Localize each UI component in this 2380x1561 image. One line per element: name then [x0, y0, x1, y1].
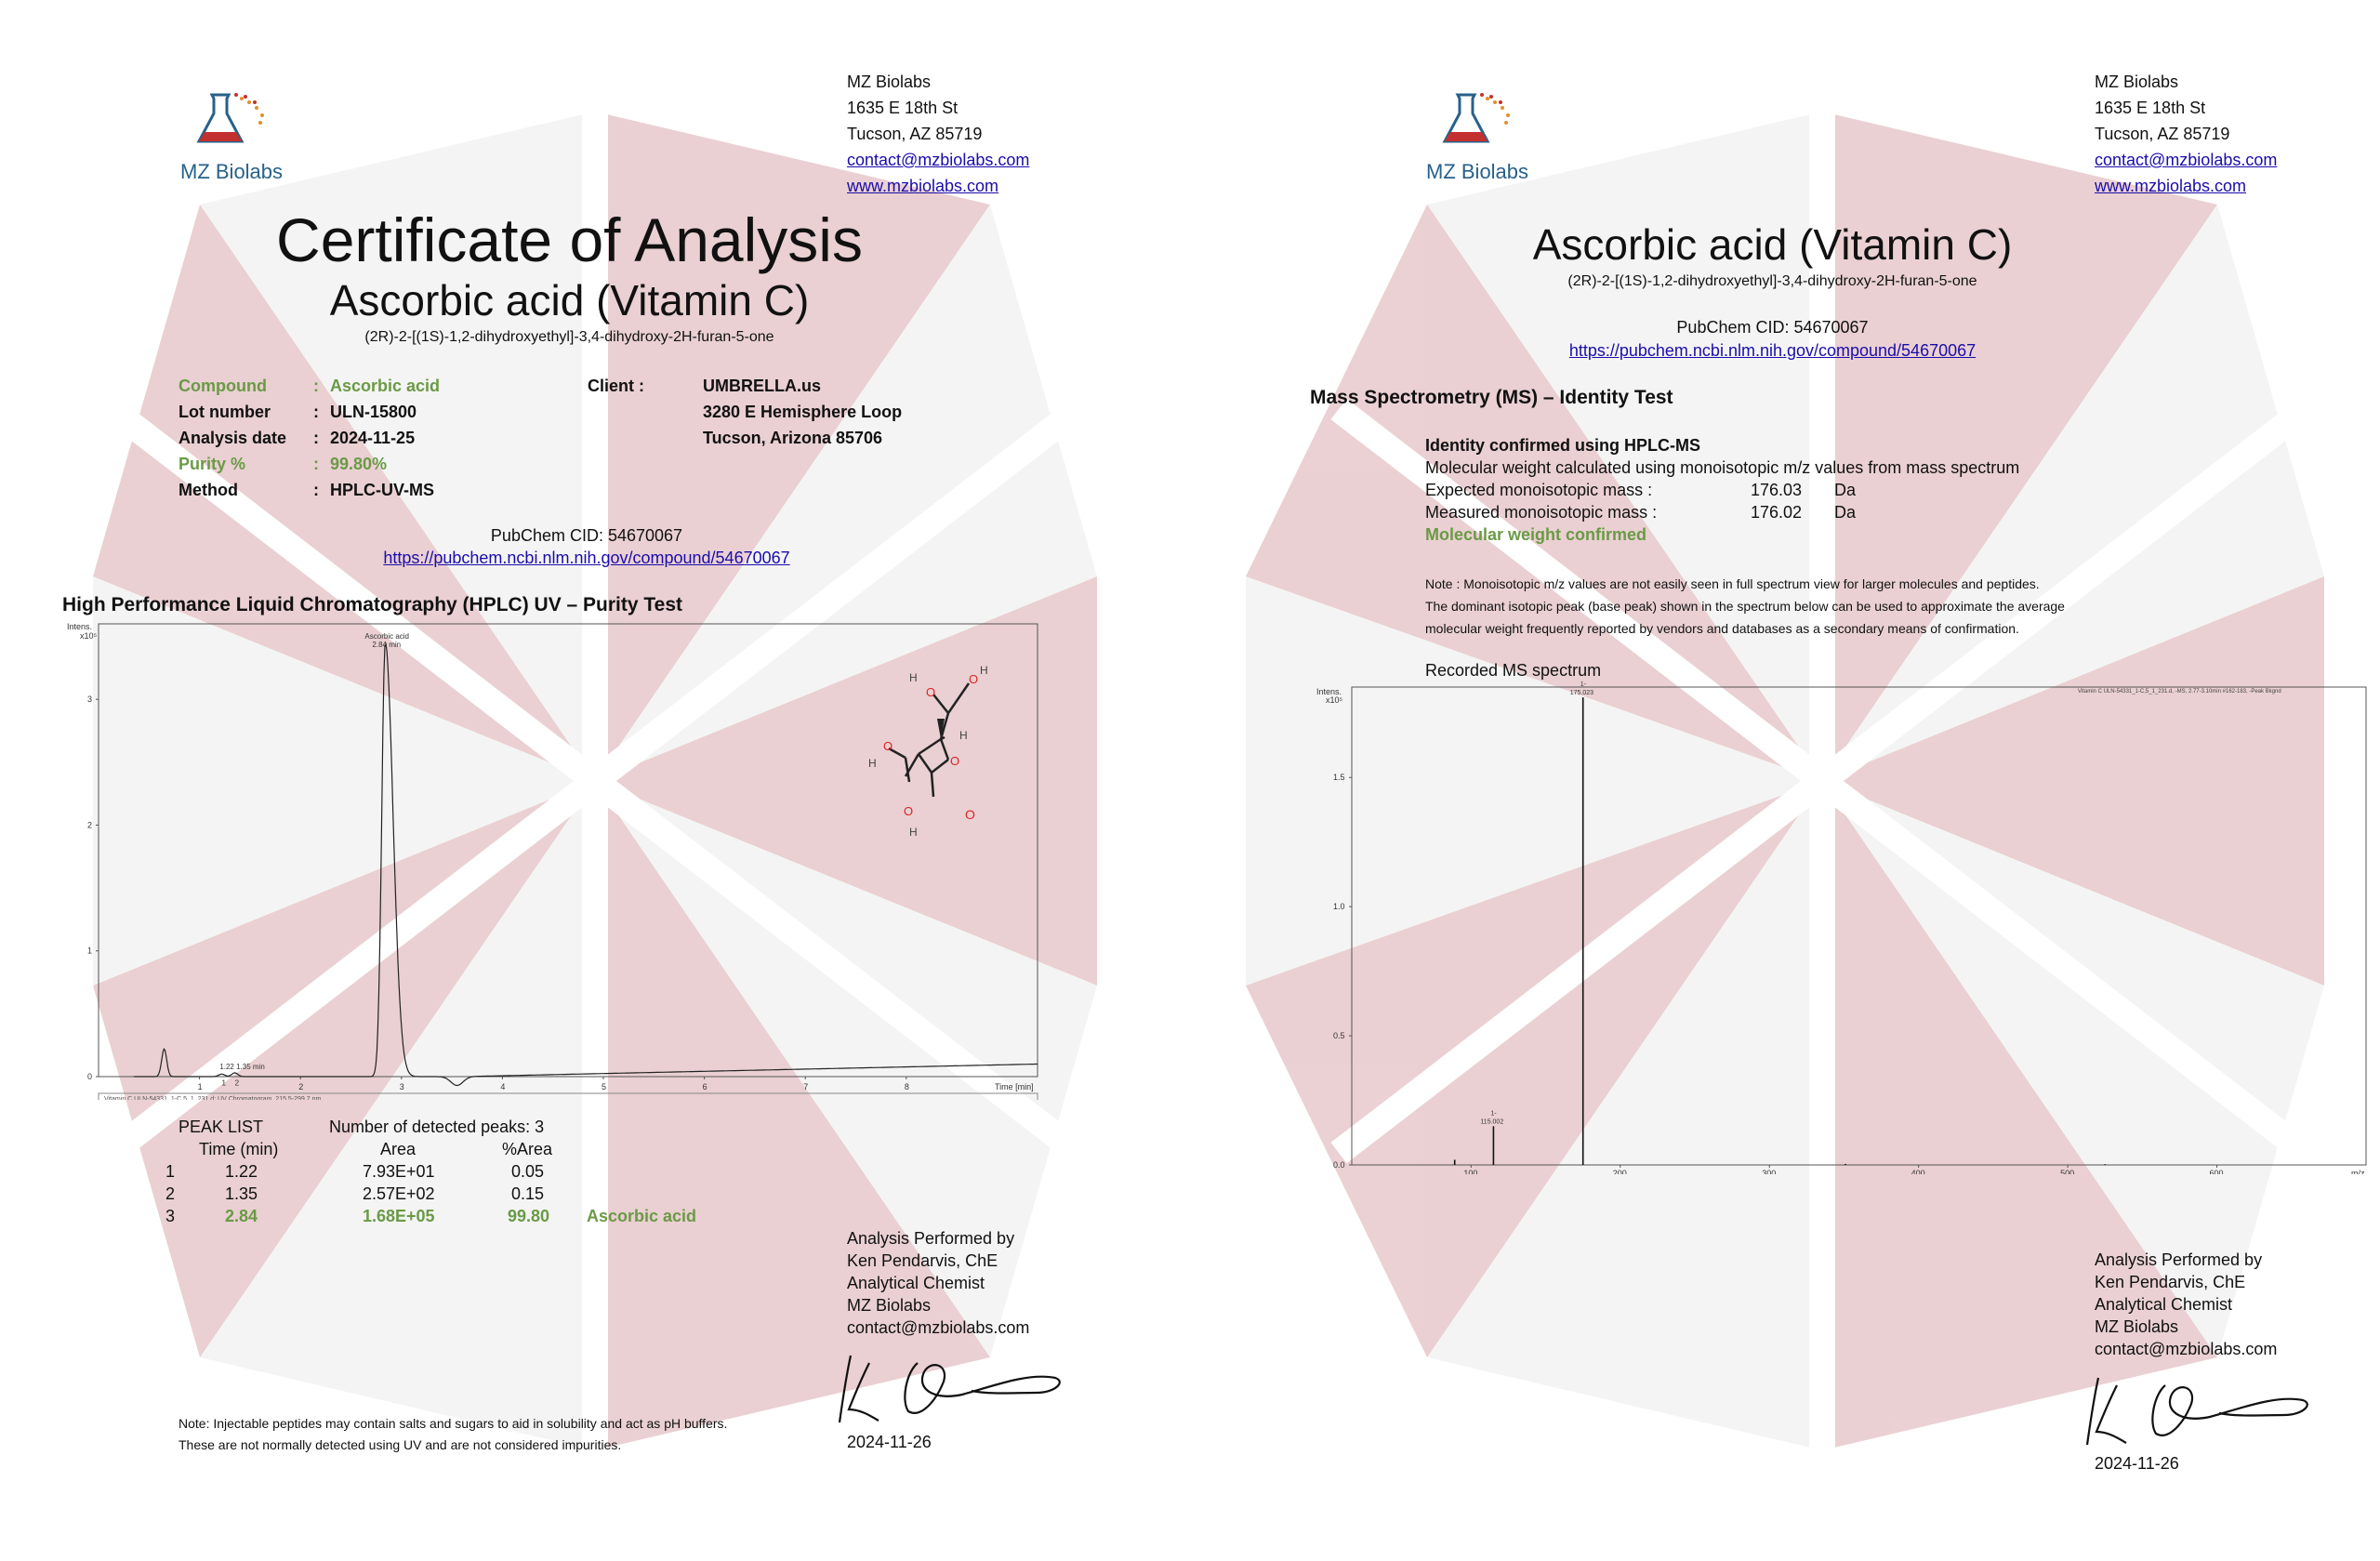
company-address — [847, 69, 1029, 199]
company-city: Tucson, AZ 85719 — [2095, 125, 2230, 143]
x-axis-label: Time [min] — [995, 1082, 1034, 1091]
svg-text:H: H — [909, 826, 918, 839]
logo-text: MZ Biolabs — [1426, 160, 1529, 183]
company-street: 1635 E 18th St — [847, 99, 959, 117]
client-name: UMBRELLA.us — [703, 377, 821, 395]
peak-number-label: 1 — [221, 1078, 226, 1088]
analyst-company: MZ Biolabs — [2095, 1317, 2179, 1336]
y-axis-label: Intens. — [1316, 687, 1342, 696]
svg-text:O: O — [969, 672, 979, 686]
signature-image — [2080, 1367, 2321, 1450]
hplc-heading: High Performance Liquid Chromatography (HPLC) UV – Purity Test — [62, 594, 683, 615]
logo-text: MZ Biolabs — [180, 160, 284, 183]
y-tick-label: 3 — [87, 695, 93, 705]
svg-text:H: H — [959, 729, 968, 742]
field-lot-number: Lot number : ULN-15800 — [178, 403, 417, 421]
ms-note — [1425, 573, 2065, 640]
svg-text:H: H — [909, 671, 918, 684]
peak-label-index: 1- — [1490, 1110, 1497, 1118]
analyst-line-1: Analysis Performed by — [2095, 1250, 2263, 1269]
y-axis-multiplier: x10⁵ — [1326, 695, 1343, 705]
measured-mass-row: Measured monoisotopic mass : 176.02 Da — [1425, 503, 1857, 522]
peak-list-title: PEAK LIST — [178, 1118, 264, 1136]
company-website-link[interactable]: www.mzbiolabs.com — [847, 177, 999, 195]
y-axis-label: Intens. — [67, 622, 93, 631]
company-email-link[interactable]: contact@mzbiolabs.com — [847, 151, 1030, 169]
x-tick-label: 500 — [2060, 1169, 2075, 1174]
expected-mass-row: Expected monoisotopic mass : 176.03 Da — [1425, 481, 1857, 499]
x-tick-label: 7 — [803, 1082, 809, 1091]
company-logo — [180, 86, 292, 151]
page-title: Certificate of Analysis — [276, 205, 863, 274]
identity-confirmed: Identity confirmed using HPLC-MS — [1425, 436, 1701, 455]
col-header-area: Area — [380, 1140, 416, 1158]
pubchem-link[interactable]: https://pubchem.ncbi.nlm.nih.gov/compound/54670067 — [383, 549, 790, 567]
table-row: 3 2.84 1.68E+05 99.80 Ascorbic acid — [165, 1207, 697, 1225]
analyst-company: MZ Biolabs — [847, 1296, 932, 1315]
ms-note-line-2: The dominant isotopic peak (base peak) shown in the spectrum below can be used to approximate the average — [1425, 599, 2065, 614]
x-tick-label: 600 — [2209, 1169, 2224, 1174]
col-header-time: Time (min) — [199, 1140, 279, 1158]
analyst-block — [2095, 1249, 2277, 1360]
x-tick-label: 5 — [602, 1082, 607, 1091]
y-axis-multiplier: x10⁵ — [80, 631, 98, 641]
table-row: 1 1.22 7.93E+01 0.05 — [165, 1162, 545, 1181]
spectrum-header: Vitamin C ULN-54331_1-C,5_1_231.d, -MS, 2.77-3.10min #162-183, -Peak Bkgnd — [2078, 689, 2281, 695]
x-tick-label: 3 — [399, 1082, 404, 1091]
pubchem-cid: PubChem CID: 54670067 — [1676, 318, 1869, 337]
x-tick-label: 1 — [197, 1082, 203, 1091]
iupac-name: (2R)-2-[(1S)-1,2-dihydroxyethyl]-3,4-dihydroxy-2H-furan-5-one — [1567, 273, 1977, 289]
analyst-name: Ken Pendarvis, ChE — [2095, 1273, 2246, 1291]
flask-logo-icon — [1426, 86, 1538, 151]
client-street: 3280 E Hemisphere Loop — [703, 403, 903, 421]
company-name: MZ Biolabs — [847, 73, 932, 91]
analyst-role: Analytical Chemist — [2095, 1295, 2233, 1314]
svg-text:H: H — [868, 757, 877, 770]
svg-text:O: O — [950, 754, 960, 768]
analysis-fields — [178, 373, 440, 503]
ms-note-line-1: Note : Monoisotopic m/z values are not easily seen in full spectrum view for larger molecules and peptides. — [1425, 576, 2040, 591]
y-tick-label: 2 — [87, 820, 93, 830]
field-compound: Compound : Ascorbic acid — [178, 377, 441, 395]
ms-chart-svg — [1311, 681, 2371, 1174]
identity-block — [1425, 434, 2169, 546]
x-tick-label: 2 — [298, 1082, 304, 1091]
y-tick-label: 0.5 — [1333, 1031, 1345, 1041]
x-axis-label: m/z — [2351, 1169, 2365, 1174]
svg-text:O: O — [904, 804, 914, 818]
company-logo — [1426, 86, 1538, 151]
table-row: 2 1.35 2.57E+02 0.15 — [165, 1184, 545, 1203]
legend-text: Vitamin C ULN-54331_1-C,5_1_231.d: UV Chromatogram, 215.5-299.7 nm — [104, 1096, 322, 1100]
peak-number-label: 2 — [234, 1078, 240, 1088]
x-tick-label: 300 — [1762, 1169, 1777, 1174]
plot-frame — [1352, 687, 2366, 1165]
peak-count: Number of detected peaks: 3 — [329, 1118, 545, 1136]
mw-confirmed: Molecular weight confirmed — [1425, 525, 1647, 544]
y-tick-label: 1.0 — [1333, 902, 1345, 912]
minor-peak-annotation: 1.22 1.35 min — [219, 1062, 265, 1071]
x-tick-label: 8 — [904, 1082, 909, 1091]
pubchem-link[interactable]: https://pubchem.ncbi.nlm.nih.gov/compound/54670067 — [1568, 341, 1977, 360]
y-tick-label: 1 — [87, 946, 93, 956]
x-tick-label: 100 — [1463, 1169, 1478, 1174]
note-line-1: Note: Injectable peptides may contain salts and sugars to aid in solubility and act as pH buffers. — [178, 1416, 728, 1431]
x-tick-label: 200 — [1612, 1169, 1627, 1174]
analyst-email: contact@mzbiolabs.com — [847, 1318, 1030, 1337]
col-header-pct: %Area — [502, 1140, 553, 1158]
svg-text:O: O — [883, 739, 893, 753]
ms-note-line-3: molecular weight frequently reported by vendors and databases as a secondary means of confirmation. — [1425, 621, 2019, 636]
y-tick-label: 1.5 — [1333, 773, 1345, 783]
company-city: Tucson, AZ 85719 — [847, 125, 983, 143]
peak-annotation-name: Ascorbic acid — [364, 632, 410, 641]
x-tick-label: 400 — [1911, 1169, 1925, 1174]
field-analysis-date: Analysis date : 2024-11-25 — [178, 429, 416, 447]
company-address — [2095, 69, 2277, 199]
analyst-role: Analytical Chemist — [847, 1274, 985, 1292]
ms-heading: Mass Spectrometry (MS) – Identity Test — [1310, 387, 1673, 408]
y-tick-label: 0.0 — [1333, 1160, 1345, 1170]
company-website-link[interactable]: www.mzbiolabs.com — [2095, 177, 2247, 195]
y-tick-label: 0 — [87, 1072, 93, 1081]
field-purity: Purity % : 99.80% — [178, 455, 388, 473]
ms-chart — [1311, 681, 2371, 1174]
peak-label: 115.002 — [1480, 1118, 1504, 1126]
note-line-2: These are not normally detected using UV and are not considered impurities. — [178, 1437, 622, 1452]
company-name: MZ Biolabs — [2095, 73, 2179, 91]
analyst-email: contact@mzbiolabs.com — [2095, 1340, 2278, 1358]
compound-title: Ascorbic acid (Vitamin C) — [329, 276, 810, 324]
signature-image — [832, 1344, 1074, 1428]
analyst-name: Ken Pendarvis, ChE — [847, 1251, 998, 1270]
compound-title: Ascorbic acid (Vitamin C) — [1532, 220, 2013, 269]
analyst-line-1: Analysis Performed by — [847, 1229, 1015, 1248]
peak-label-index: 1- — [1580, 681, 1586, 689]
svg-text:H: H — [980, 664, 988, 677]
iupac-name: (2R)-2-[(1S)-1,2-dihydroxyethyl]-3,4-dihydroxy-2H-furan-5-one — [364, 329, 774, 345]
client-block — [703, 373, 902, 451]
analyst-block — [847, 1227, 1029, 1339]
peak-annotation-time: 2.84 min — [372, 641, 402, 649]
flask-logo-icon — [180, 86, 292, 151]
pubchem-cid: PubChem CID: 54670067 — [490, 526, 683, 545]
peak-label: 175.023 — [1569, 690, 1594, 697]
company-email-link[interactable]: contact@mzbiolabs.com — [2095, 151, 2278, 169]
svg-text:O: O — [926, 685, 936, 699]
x-tick-label: 6 — [702, 1082, 707, 1091]
signature-date: 2024-11-26 — [2095, 1454, 2179, 1473]
note-text — [178, 1413, 727, 1456]
page-ms — [1190, 0, 2380, 1561]
x-tick-label: 4 — [500, 1082, 506, 1091]
signature-date: 2024-11-26 — [847, 1433, 932, 1451]
molecule-structure-image — [855, 646, 995, 851]
mw-calc-text: Molecular weight calculated using monoisotopic m/z values from mass spectrum — [1425, 458, 2020, 477]
field-method: Method : HPLC-UV-MS — [178, 481, 434, 499]
recorded-ms-label: Recorded MS spectrum — [1425, 661, 1602, 680]
company-street: 1635 E 18th St — [2095, 99, 2206, 117]
svg-text:O: O — [965, 807, 975, 822]
client-label: Client : — [588, 377, 644, 395]
client-city: Tucson, Arizona 85706 — [703, 429, 883, 447]
